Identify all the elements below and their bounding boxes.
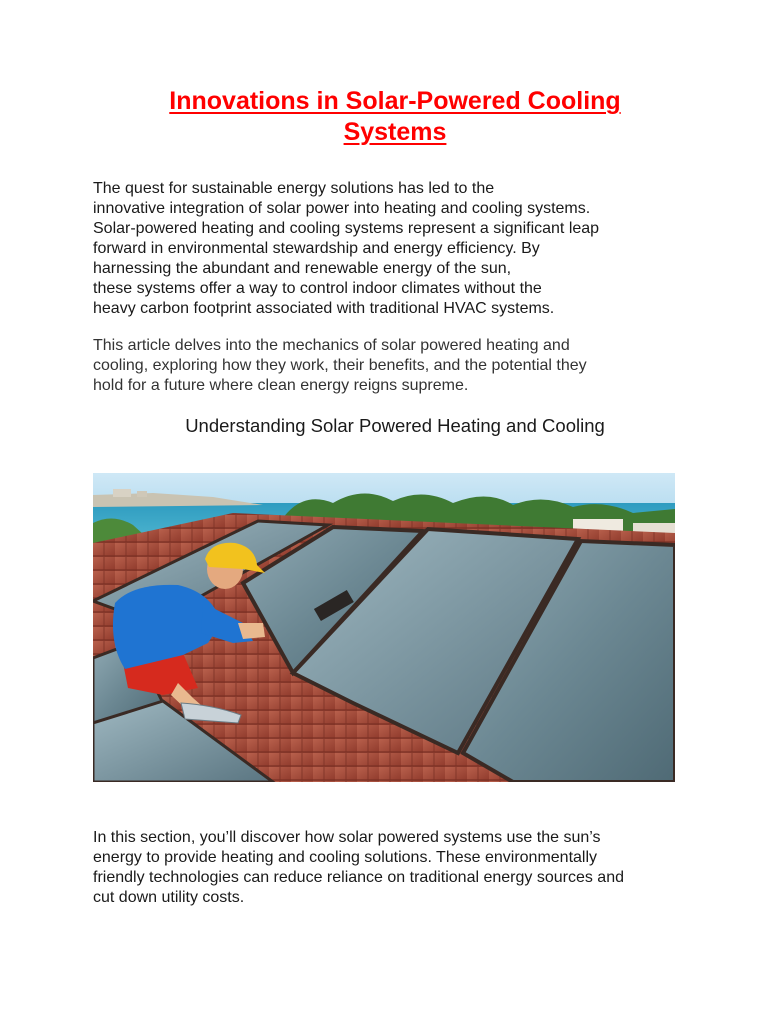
section-line: cut down utility costs. (93, 889, 245, 906)
section-line: friendly technologies can reduce reliance on traditional energy sources and (93, 869, 624, 886)
article-paragraph (93, 336, 683, 396)
article-line: hold for a future where clean energy reigns supreme. (93, 377, 469, 394)
intro-line: innovative integration of solar power into heating and cooling systems. (93, 200, 591, 217)
article-line: cooling, exploring how they work, their benefits, and the potential they (93, 357, 587, 374)
intro-line: Solar-powered heating and cooling systems represent a significant leap (93, 220, 600, 237)
title-line-2: Systems (343, 118, 447, 146)
intro-line: harnessing the abundant and renewable energy of the sun, (93, 260, 512, 277)
section-line: In this section, you’ll discover how solar powered systems use the sun’s (93, 829, 601, 846)
article-line: This article delves into the mechanics of solar powered heating and (93, 337, 570, 354)
section-line: energy to provide heating and cooling solutions. These environmentally (93, 849, 598, 866)
section-heading: Understanding Solar Powered Heating and Cooling (185, 415, 605, 436)
intro-line: these systems offer a way to control indoor climates without the (93, 280, 542, 297)
intro-line: The quest for sustainable energy solutions has led to the (93, 180, 495, 197)
document-title (93, 86, 697, 148)
intro-line: forward in environmental stewardship and energy efficiency. By (93, 240, 540, 257)
title-line-1: Innovations in Solar-Powered Cooling (169, 87, 621, 115)
section-paragraph (93, 828, 683, 908)
intro-paragraph (93, 179, 683, 319)
solar-panel-photo (93, 473, 675, 782)
intro-line: heavy carbon footprint associated with traditional HVAC systems. (93, 300, 555, 317)
